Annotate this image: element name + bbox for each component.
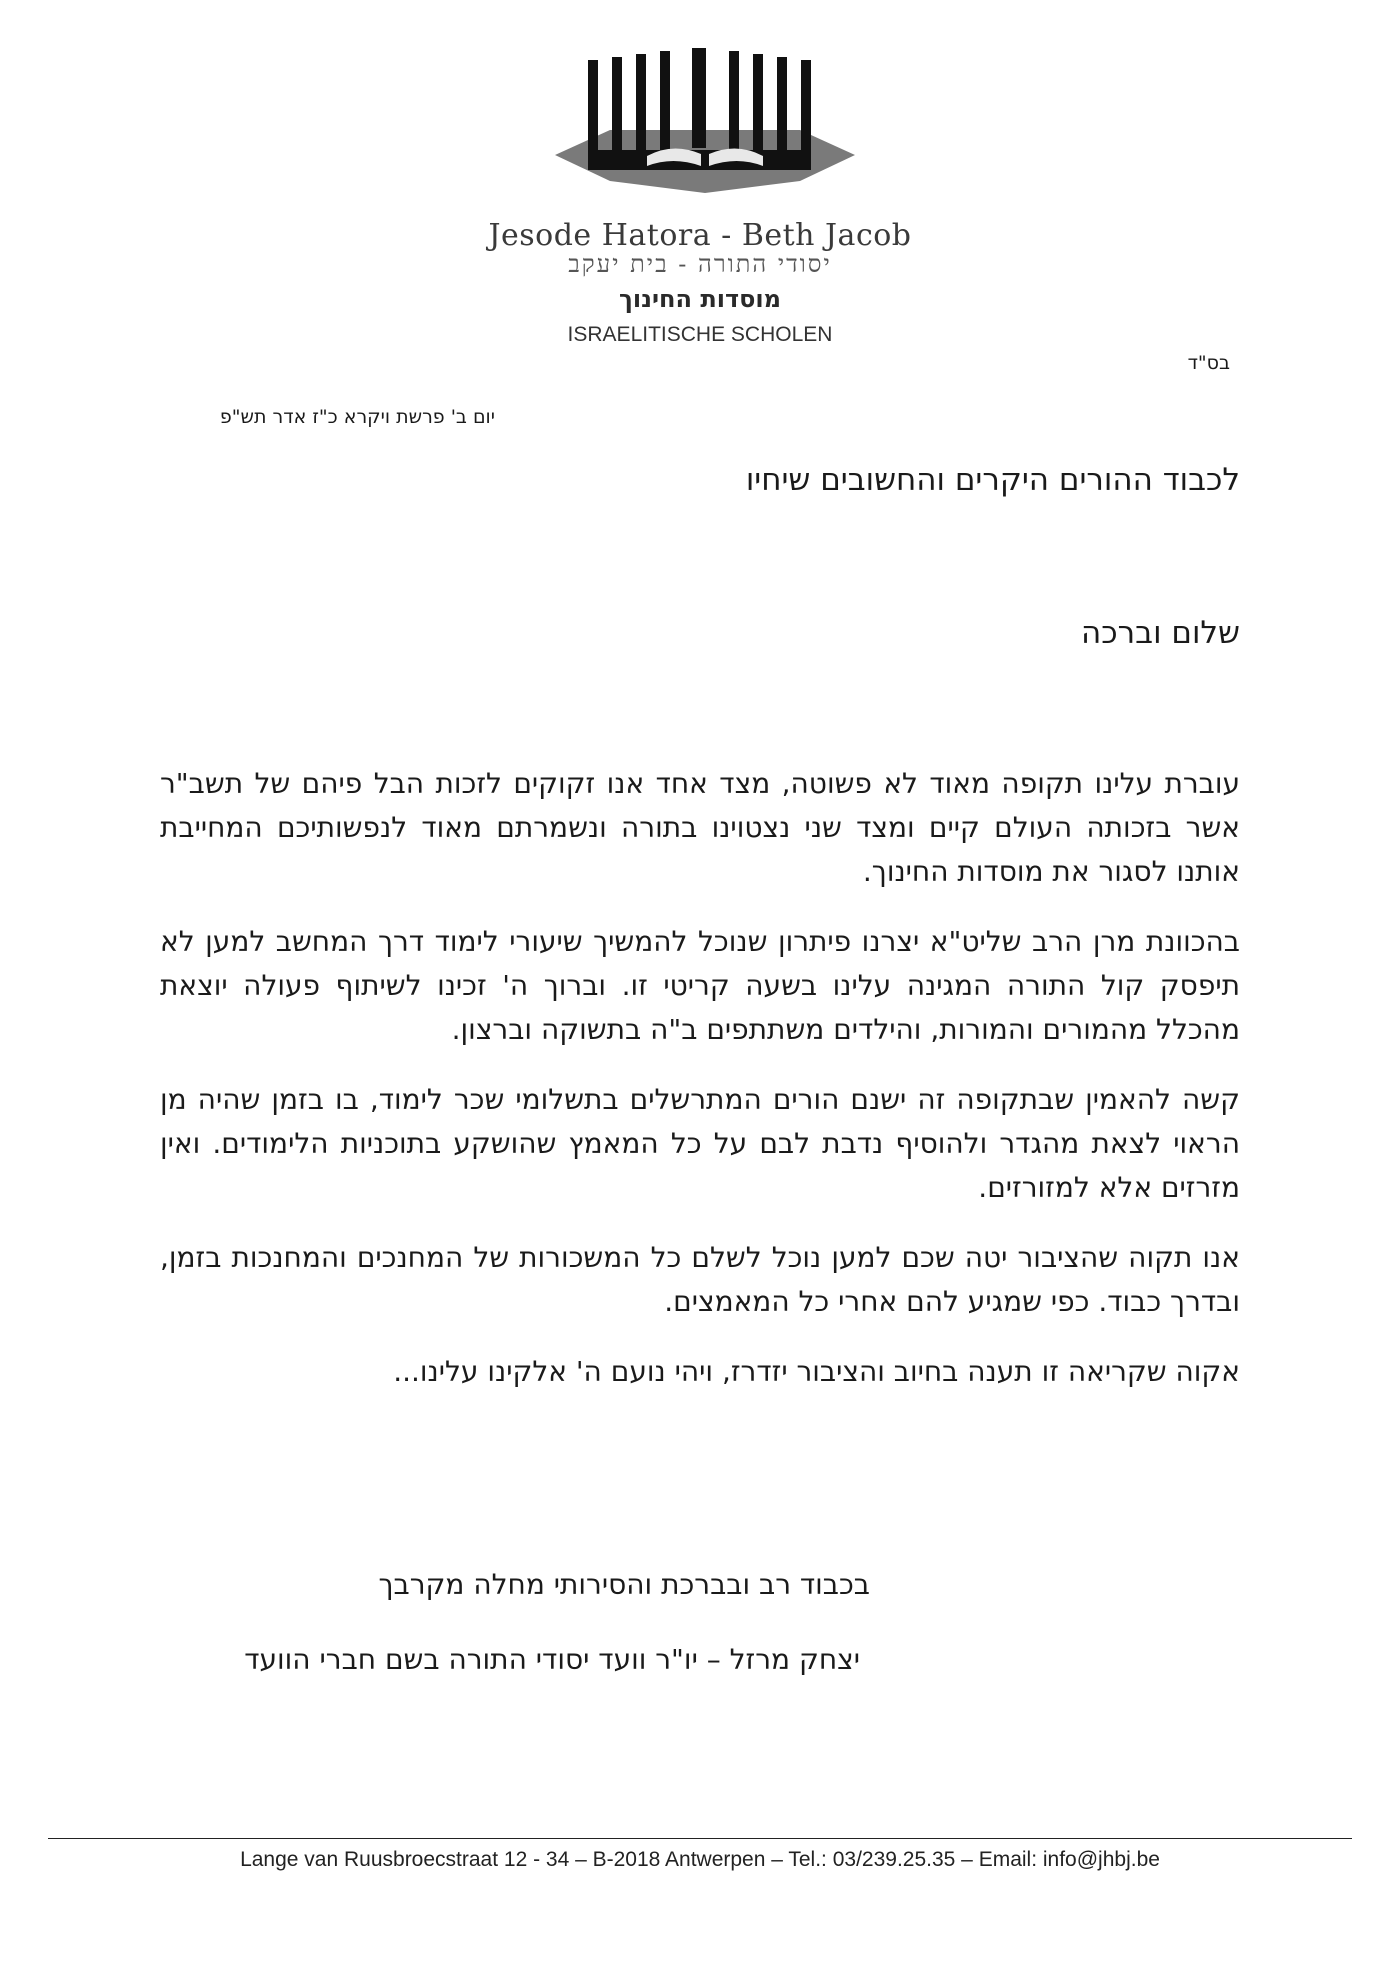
footer-divider bbox=[48, 1838, 1352, 1839]
body-paragraph: בהכוונת מרן הרב שליט"א יצרנו פיתרון שנוכל להמשיך שיעורי לימוד דרך המחשב למען לא תיפסק קול התורה המגינה עלינו בשעה קריטי זו. וברוך ה' זכינו לשיתוף פעולה יוצאת מהכלל מהמורים והמורות, והילדים משתתפים ב"ה בתשוקה וברצון. bbox=[160, 925, 1240, 1046]
body-paragraph: עוברת עלינו תקופה מאוד לא פשוטה, מצד אחד אנו זקוקים לזכות הבל פיהם של תשב"ר אשר בזכותה העולם קיים ומצד שני נצטוינו בתורה ונשמרתם מאוד לנפשותיכם המחייבת אותנו לסגור את מוסדות החינוך. bbox=[160, 767, 1240, 888]
bsd-mark: בס"ד bbox=[1187, 352, 1230, 374]
body-paragraph: קשה להאמין שבתקופה זה ישנם הורים המתרשלים בתשלומי שכר לימוד, בו בזמן שהיה מן הראוי לצאת מהגדר ולהוסיף נדבת לבם על כל המאמץ שהושקע בתוכניות הלימודים. ואין מזרזים אלא למזורזים. bbox=[160, 1083, 1240, 1204]
institutions-name: מוסדות החינוך bbox=[618, 285, 782, 313]
body-paragraph: אקוה שקריאה זו תענה בחיוב והציבור יזדרז, ויהי נועם ה' אלקינו עלינו... bbox=[393, 1355, 1240, 1388]
signature-line: יצחק מרזל – יו"ר וועד יסודי התורה בשם חברי הוועד bbox=[244, 1643, 860, 1676]
salutation: לכבוד ההורים היקרים והחשובים שיחיו bbox=[745, 462, 1240, 498]
org-subtitle: ISRAELITISCHE SCHOLEN bbox=[567, 323, 833, 346]
org-name-latin: Jesode Hatora - Beth Jacob bbox=[488, 218, 912, 253]
org-name-hebrew: יסודי התורה - בית יעקב bbox=[568, 250, 832, 278]
closing-line: בכבוד רב ובברכת והסירותי מחלה מקרבך bbox=[378, 1568, 870, 1601]
letter-body bbox=[160, 762, 1240, 1420]
footer-address: Lange van Ruusbroecstraat 12 - 34 – B-2018 Antwerpen – Tel.: 03/239.25.35 – Email: info@jhbj.be bbox=[240, 1848, 1160, 1871]
body-paragraph: אנו תקוה שהציבור יטה שכם למען נוכל לשלם כל המשכורות של המחנכים והמחנכות בזמן, ובדרך כבוד. כפי שמגיע להם אחרי כל המאמצים. bbox=[160, 1241, 1240, 1318]
letter-date: יום ב' פרשת ויקרא כ"ז אדר תש"פ bbox=[219, 406, 495, 428]
greeting: שלום וברכה bbox=[1081, 615, 1240, 651]
menorah-book-logo-icon bbox=[555, 48, 855, 193]
